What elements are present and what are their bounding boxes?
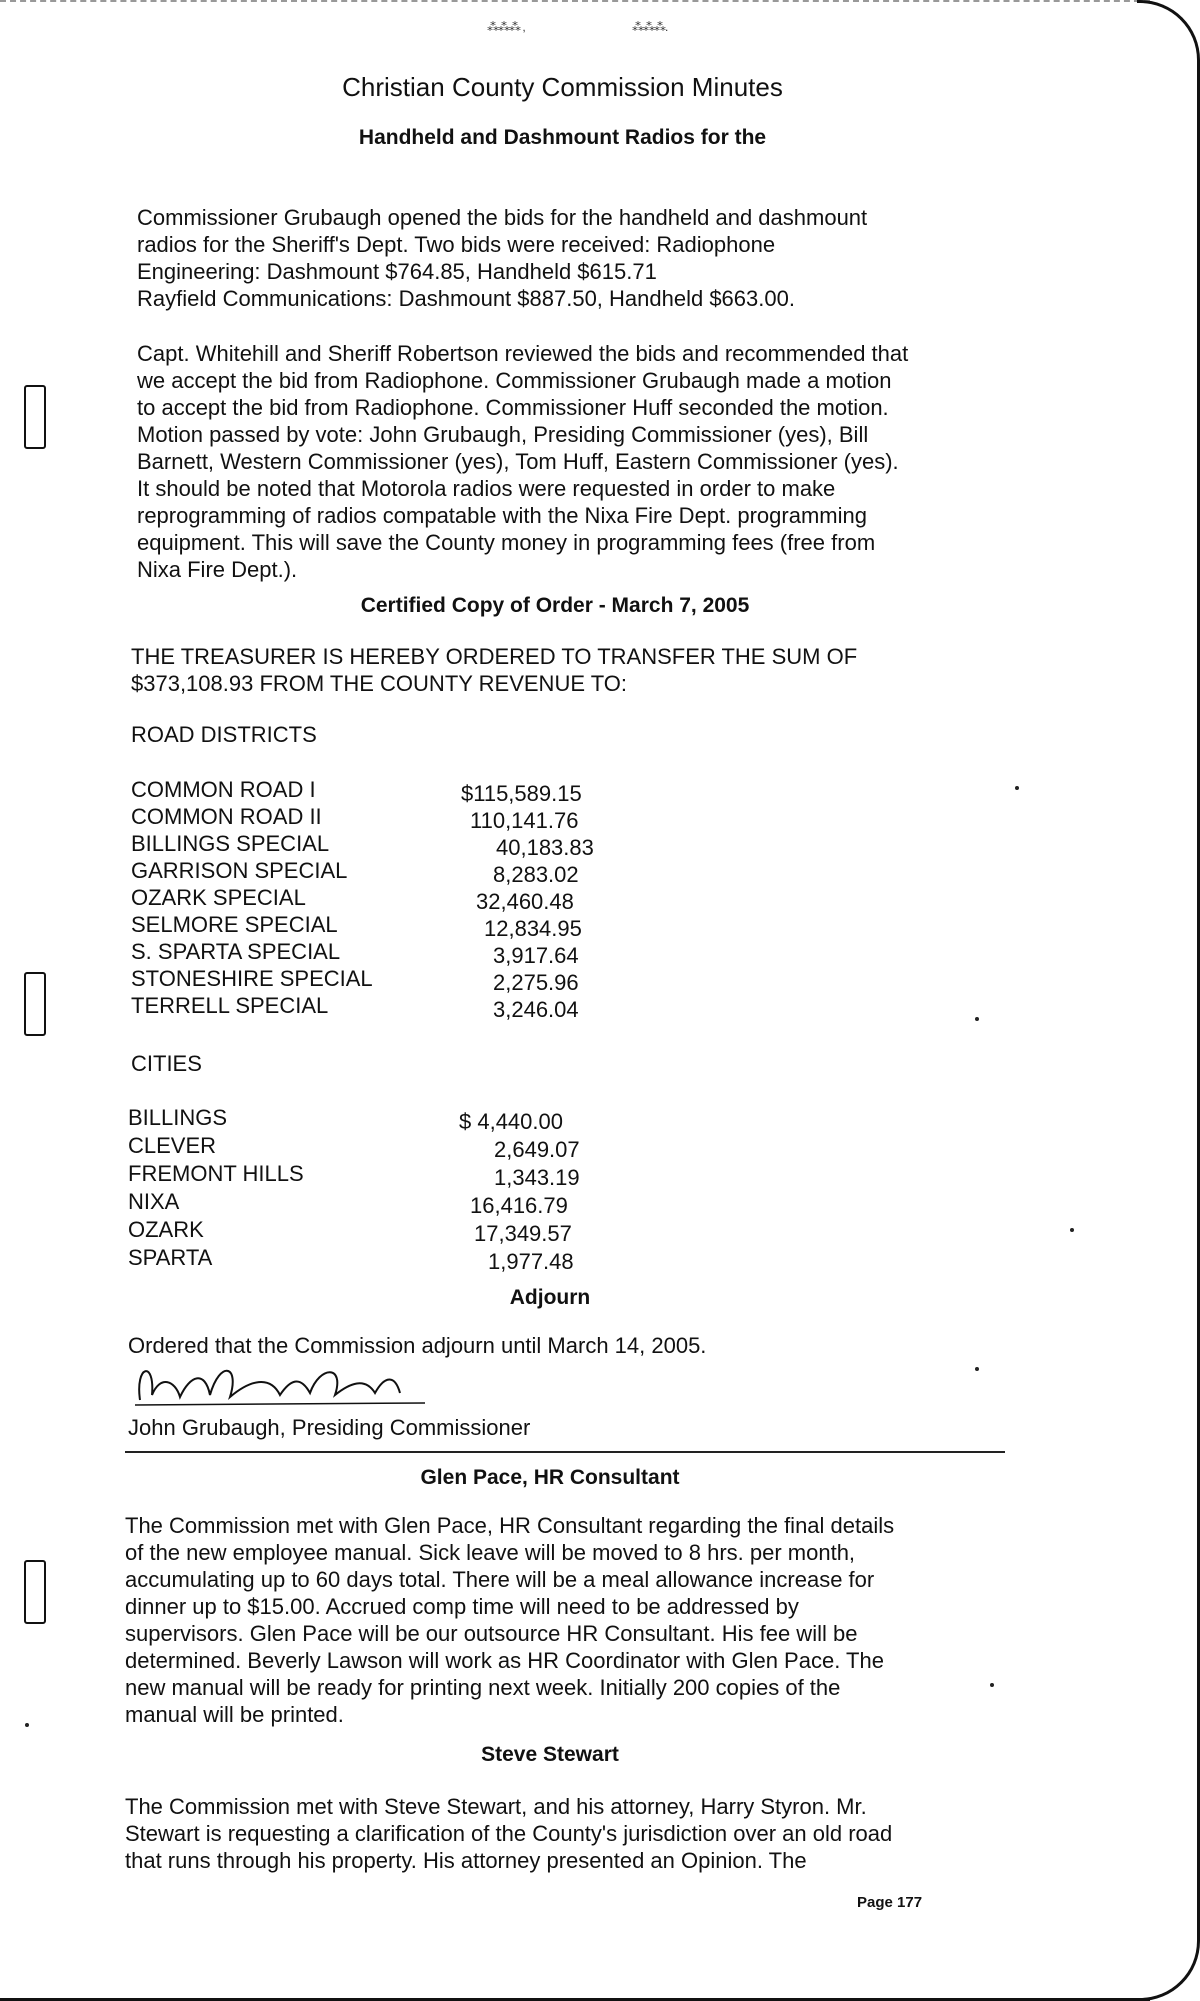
road-name: GARRISON SPECIAL	[131, 858, 348, 883]
text-line: $373,108.93 FROM THE COUNTY REVENUE TO:	[131, 671, 627, 696]
city-name: BILLINGS	[128, 1105, 228, 1130]
text-line: equipment. This will save the County money in programming fees (free from	[137, 530, 876, 555]
text-line: Commissioner Grubaugh opened the bids for the handheld and dashmount	[137, 205, 868, 230]
text-line: new manual will be ready for printing next week. Initially 200 copies of the	[125, 1675, 841, 1700]
paragraph-steve-stewart	[125, 1793, 892, 1874]
road-amount: 3,917.64	[493, 943, 579, 968]
page-number: Page 177	[857, 1894, 923, 1911]
text-line: Rayfield Communications: Dashmount $887.50, Handheld $663.00.	[137, 286, 795, 311]
text-line: that runs through his property. His attorney presented an Opinion. The	[125, 1848, 807, 1873]
road-name: OZARK SPECIAL	[131, 885, 306, 910]
page-corner-curl-top	[1137, 0, 1200, 63]
road-name: STONESHIRE SPECIAL	[131, 966, 373, 991]
road-name: TERRELL SPECIAL	[131, 993, 329, 1018]
city-amount: 16,416.79	[470, 1193, 568, 1218]
city-amount: 1,977.48	[488, 1249, 574, 1274]
road-name: S. SPARTA SPECIAL	[131, 939, 341, 964]
text-line: reprogramming of radios compatable with the Nixa Fire Dept. programming	[137, 503, 867, 528]
road-amount: 40,183.83	[496, 835, 594, 860]
scan-speck	[1070, 1228, 1074, 1232]
city-name: CLEVER	[128, 1133, 217, 1158]
scan-speck	[1015, 786, 1019, 790]
page-edge-top	[0, 0, 1150, 2]
heading-radios: Handheld and Dashmount Radios for the	[358, 126, 767, 149]
scan-smudge: ⁂⁂⁂ ,	[487, 20, 525, 34]
road-name: COMMON ROAD I	[131, 777, 316, 802]
heading-steve-stewart: Steve Stewart	[481, 1743, 619, 1766]
text-line: we accept the bid from Radiophone. Commissioner Grubaugh made a motion	[137, 368, 892, 393]
document-title: Christian County Commission Minutes	[342, 72, 783, 102]
signature-icon	[130, 1355, 430, 1415]
city-name: NIXA	[128, 1189, 180, 1214]
section-divider	[125, 1451, 1005, 1453]
text-line: The Commission met with Steve Stewart, and his attorney, Harry Styron. Mr.	[125, 1794, 867, 1819]
text-line: THE TREASURER IS HEREBY ORDERED TO TRANSFER THE SUM OF	[131, 644, 858, 669]
binder-hole-icon	[24, 385, 46, 449]
text-line: It should be noted that Motorola radios were requested in order to make	[137, 476, 836, 501]
text-line: Stewart is requesting a clarification of the County's jurisdiction over an old road	[125, 1821, 893, 1846]
text-line: supervisors. Glen Pace will be our outsource HR Consultant. His fee will be	[125, 1621, 858, 1646]
scan-speck	[25, 1723, 29, 1727]
paragraph-radio-bids	[137, 204, 867, 312]
road-amount: 8,283.02	[493, 862, 579, 887]
text-line: accumulating up to 60 days total. There will be a meal allowance increase for	[125, 1567, 875, 1592]
text-line: radios for the Sheriff's Dept. Two bids were received: Radiophone	[137, 232, 776, 257]
scan-smudge: ⁂⁂⁂.	[632, 20, 668, 34]
text-line: manual will be printed.	[125, 1702, 344, 1727]
road-amount: 2,275.96	[493, 970, 579, 995]
city-name: FREMONT HILLS	[128, 1161, 304, 1186]
text-line: Capt. Whitehill and Sheriff Robertson reviewed the bids and recommended that	[137, 341, 909, 366]
text-line: Motion passed by vote: John Grubaugh, Presiding Commissioner (yes), Bill	[137, 422, 869, 447]
heading-adjourn: Adjourn	[509, 1286, 591, 1309]
paragraph-radio-motion	[137, 340, 908, 583]
binder-hole-icon	[24, 1560, 46, 1624]
scan-speck	[975, 1367, 979, 1371]
heading-glen-pace: Glen Pace, HR Consultant	[420, 1466, 680, 1489]
adjourn-text: Ordered that the Commission adjourn until March 14, 2005.	[128, 1333, 707, 1358]
heading-certified-order: Certified Copy of Order - March 7, 2005	[360, 594, 750, 617]
paragraph-glen-pace	[125, 1512, 894, 1728]
city-amount: $ 4,440.00	[459, 1109, 563, 1134]
road-amount: 110,141.76	[470, 808, 579, 833]
road-name: BILLINGS SPECIAL	[131, 831, 330, 856]
page-corner-curl-bottom	[1137, 1938, 1200, 2001]
text-line: The Commission met with Glen Pace, HR Consultant regarding the final details	[125, 1513, 895, 1538]
scan-speck	[990, 1683, 994, 1687]
road-amount: 32,460.48	[476, 889, 574, 914]
text-line: of the new employee manual. Sick leave will be moved to 8 hrs. per month,	[125, 1540, 856, 1565]
paragraph-treasurer-order	[131, 643, 857, 697]
city-name: OZARK	[128, 1217, 204, 1242]
city-amount: 1,343.19	[494, 1165, 580, 1190]
city-amount: 17,349.57	[474, 1221, 572, 1246]
cities-label: CITIES	[131, 1051, 202, 1076]
text-line: to accept the bid from Radiophone. Commissioner Huff seconded the motion.	[137, 395, 889, 420]
city-amount: 2,649.07	[494, 1137, 580, 1162]
road-name: SELMORE SPECIAL	[131, 912, 338, 937]
text-line: Barnett, Western Commissioner (yes), Tom Huff, Eastern Commissioner (yes).	[137, 449, 899, 474]
text-line: dinner up to $15.00. Accrued comp time will need to be addressed by	[125, 1594, 799, 1619]
text-line: Engineering: Dashmount $764.85, Handheld $615.71	[137, 259, 657, 284]
road-amount: 12,834.95	[484, 916, 582, 941]
road-amount: $115,589.15	[461, 781, 582, 806]
signer-name: John Grubaugh, Presiding Commissioner	[128, 1415, 531, 1440]
binder-hole-icon	[24, 972, 46, 1036]
text-line: determined. Beverly Lawson will work as HR Coordinator with Glen Pace. The	[125, 1648, 884, 1673]
city-name: SPARTA	[128, 1245, 213, 1270]
road-districts-label: ROAD DISTRICTS	[131, 722, 317, 747]
road-name: COMMON ROAD II	[131, 804, 322, 829]
scan-speck	[975, 1017, 979, 1021]
road-amount: 3,246.04	[493, 997, 579, 1022]
text-line: Nixa Fire Dept.).	[137, 557, 298, 582]
